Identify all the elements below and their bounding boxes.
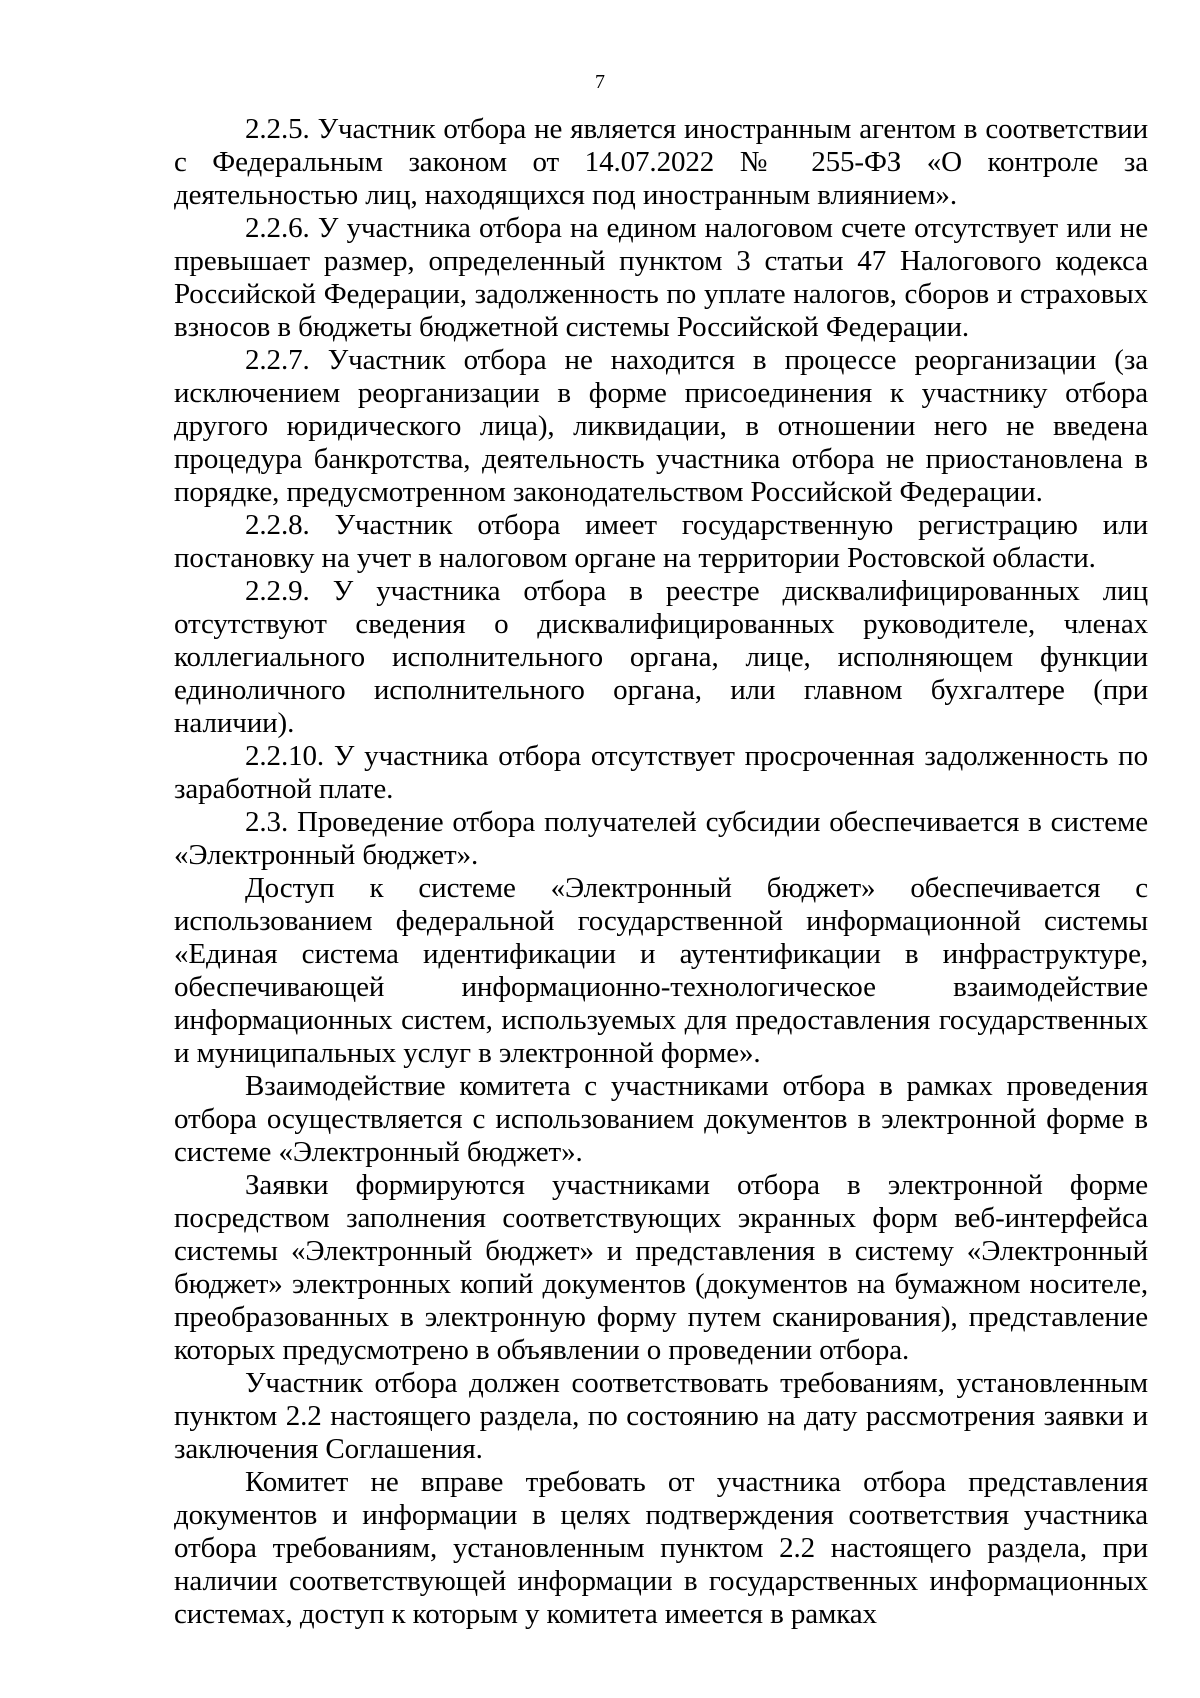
paragraph-2-2-10: 2.2.10. У участника отбора отсутствует просроченная задолженность по заработной плате. <box>174 740 1148 805</box>
paragraph-2-2-8: 2.2.8. Участник отбора имеет государственную регистрацию или постановку на учет в налоговом органе на территории Ростовской области. <box>174 509 1148 574</box>
paragraph-requirements: Участник отбора должен соответствовать требованиям, установленным пунктом 2.2 настоящего раздела, по состоянию на дату рассмотрения заявки и заключения Соглашения. <box>174 1367 1148 1465</box>
paragraph-2-2-6: 2.2.6. У участника отбора на едином налоговом счете отсутствует или не превышает размер, определенный пунктом 3 статьи 47 Налогового кодекса Российской Федерации, задолженность по уплате налогов, сборов и страховых взносов в бюджеты бюджетной системы Российской Федерации. <box>174 212 1148 343</box>
paragraph-2-3: 2.3. Проведение отбора получателей субсидии обеспечивается в системе «Электронный бюджет». <box>174 806 1148 871</box>
page-number: 7 <box>595 71 605 93</box>
paragraph-2-2-5: 2.2.5. Участник отбора не является иностранным агентом в соответствии с Федеральным законом от 14.07.2022 № 255-ФЗ «О контроле за деятельностью лиц, находящихся под иностранным влиянием». <box>174 113 1148 211</box>
paragraph-2-2-7: 2.2.7. Участник отбора не находится в процессе реорганизации (за исключением реорганизации в форме присоединения к участнику отбора другого юридического лица), ликвидации, в отношении него не введена процедура банкротства, деятельность участника отбора не приостановлена в порядке, предусмотренном законодательством Российской Федерации. <box>174 344 1148 508</box>
paragraph-applications: Заявки формируются участниками отбора в электронной форме посредством заполнения соответствующих экранных форм веб-интерфейса системы «Электронный бюджет» и представления в систему «Электронный бюджет» электронных копий документов (документов на бумажном носителе, преобразованных в электронную форму путем сканирования), представление которых предусмотрено в объявлении о проведении отбора. <box>174 1169 1148 1366</box>
paragraph-2-2-9: 2.2.9. У участника отбора в реестре дисквалифицированных лиц отсутствуют сведения о дисквалифицированных руководителе, членах коллегиального исполнительного органа, лице, исполняющем функции единоличного исполнительного органа, или главном бухгалтере (при наличии). <box>174 575 1148 739</box>
paragraph-interaction: Взаимодействие комитета с участниками отбора в рамках проведения отбора осуществляется с использованием документов в электронной форме в системе «Электронный бюджет». <box>174 1070 1148 1168</box>
paragraph-committee: Комитет не вправе требовать от участника отбора представления документов и информации в целях подтверждения соответствия участника отбора требованиям, установленным пунктом 2.2 настоящего раздела, при наличии соответствующей информации в государственных информационных системах, доступ к которым у комитета имеется в рамках <box>174 1466 1148 1630</box>
paragraph-access: Доступ к системе «Электронный бюджет» обеспечивается с использованием федеральной государственной информационной системы «Единая система идентификации и аутентификации в инфраструктуре, обеспечивающей информационно-технологическое взаимодействие информационных систем, используемых для предоставления государственных и муниципальных услуг в электронной форме». <box>174 872 1148 1069</box>
document-body <box>174 113 1148 1631</box>
